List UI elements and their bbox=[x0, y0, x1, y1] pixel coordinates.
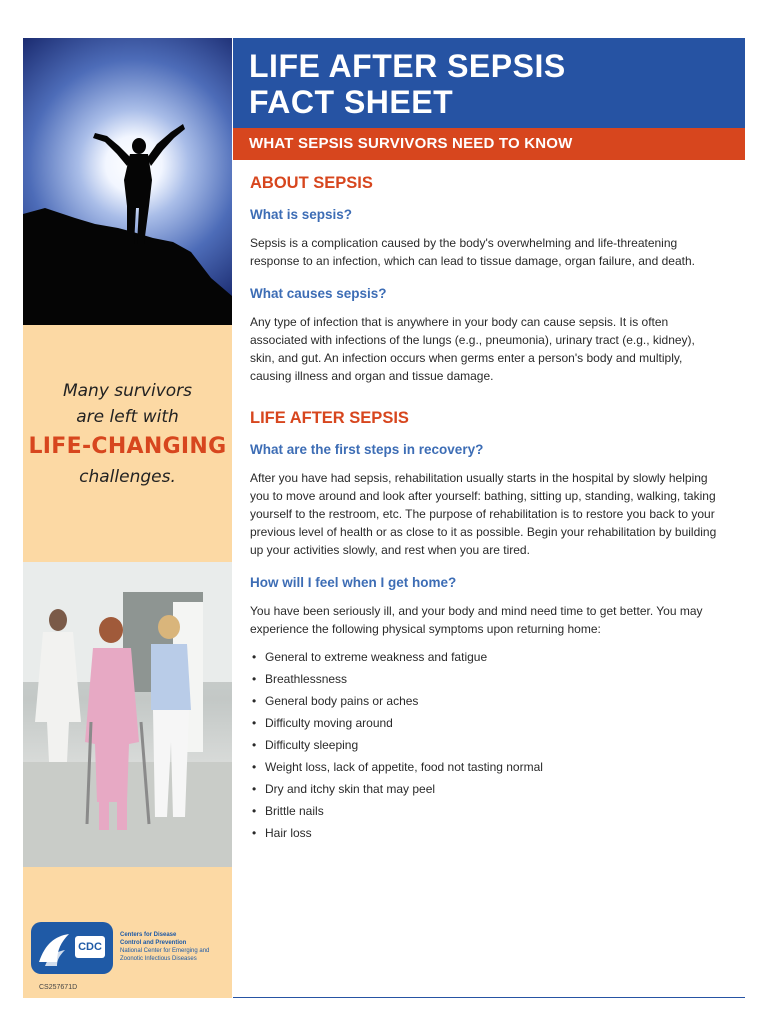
symptom-list bbox=[250, 646, 720, 844]
list-item: • Hair loss bbox=[250, 822, 720, 844]
what-is-sepsis-answer: Sepsis is a complication caused by the body's overwhelming and life-threatening response to an infection, which can lead to tissue damage, organ failure, and death. bbox=[250, 236, 695, 268]
what-is-sepsis-question: What is sepsis? bbox=[250, 207, 353, 222]
hhs-cdc-logo bbox=[31, 922, 113, 974]
list-item: • Brittle nails bbox=[250, 800, 720, 822]
hospital-rehab-photo bbox=[23, 562, 232, 867]
page-title bbox=[249, 48, 566, 120]
cdc-line-1: Centers for Disease bbox=[120, 932, 177, 938]
what-causes-sepsis-question: What causes sepsis? bbox=[250, 286, 387, 301]
list-item: • General to extreme weakness and fatigue bbox=[250, 646, 720, 668]
quote-line-2: are left with bbox=[76, 407, 179, 427]
feel-at-home-answer: You have been seriously ill, and your body and mind need time to get better. You may experience the following physical symptoms upon returning home: bbox=[250, 604, 703, 636]
list-item: • Weight loss, lack of appetite, food not tasting normal bbox=[250, 756, 720, 778]
document-code: CS257671D bbox=[39, 984, 78, 991]
cdc-line-3: National Center for Emerging and bbox=[120, 948, 210, 954]
cdc-logo-label: CDC bbox=[75, 936, 105, 958]
list-item: • Breathlessness bbox=[250, 668, 720, 690]
quote-emphasis: LIFE-CHANGING bbox=[28, 434, 227, 459]
quote-line-1: Many survivors bbox=[62, 381, 193, 401]
cdc-line-2: Control and Prevention bbox=[120, 940, 187, 946]
quote-line-4: challenges. bbox=[79, 467, 176, 487]
cdc-agency-text bbox=[120, 931, 232, 963]
title-line-2: FACT SHEET bbox=[249, 84, 454, 120]
bottom-divider bbox=[233, 997, 745, 998]
first-steps-answer: After you have had sepsis, rehabilitation usually starts in the hospital by slowly helping you to move around and look after yourself: bathing, sitting up, standing, walking, taking yourself to the restroom, etc. The purpose of rehabilitation is to restore you back to your previous level of health or as close to it as possible. Begin your rehabilitation by building up your activities slowly, and rest when you are tired. bbox=[250, 471, 717, 557]
about-sepsis-heading: ABOUT SEPSIS bbox=[250, 174, 373, 192]
feel-at-home-question: How will I feel when I get home? bbox=[250, 575, 457, 590]
what-causes-sepsis-answer: Any type of infection that is anywhere in your body can cause sepsis. It is often associated with infections of the lungs (e.g., pneumonia), urinary tract (e.g., kidney), skin, and gut. An infection occurs when germs enter a person's body and multiply, causing illness and organ and tissue damage. bbox=[250, 315, 695, 383]
title-line-1: LIFE AFTER SEPSIS bbox=[249, 48, 566, 84]
sidebar bbox=[23, 38, 232, 998]
triumphant-silhouette-photo bbox=[23, 38, 232, 325]
title-banner bbox=[233, 38, 745, 128]
list-item: • Dry and itchy skin that may peel bbox=[250, 778, 720, 800]
patient-walking-icon bbox=[23, 562, 232, 867]
cdc-line-4: Zoonotic Infectious Diseases bbox=[120, 956, 197, 962]
main-content bbox=[250, 174, 720, 844]
life-after-sepsis-heading: LIFE AFTER SEPSIS bbox=[250, 409, 409, 427]
hhs-eagle-icon bbox=[31, 922, 75, 974]
list-item: • General body pains or aches bbox=[250, 690, 720, 712]
list-item: • Difficulty sleeping bbox=[250, 734, 720, 756]
subtitle-bar bbox=[233, 128, 745, 160]
pull-quote bbox=[23, 378, 232, 490]
list-item: • Difficulty moving around bbox=[250, 712, 720, 734]
first-steps-question: What are the first steps in recovery? bbox=[250, 442, 484, 457]
mountain-silhouette-icon bbox=[23, 38, 232, 325]
page-subtitle: WHAT SEPSIS SURVIVORS NEED TO KNOW bbox=[249, 135, 573, 152]
